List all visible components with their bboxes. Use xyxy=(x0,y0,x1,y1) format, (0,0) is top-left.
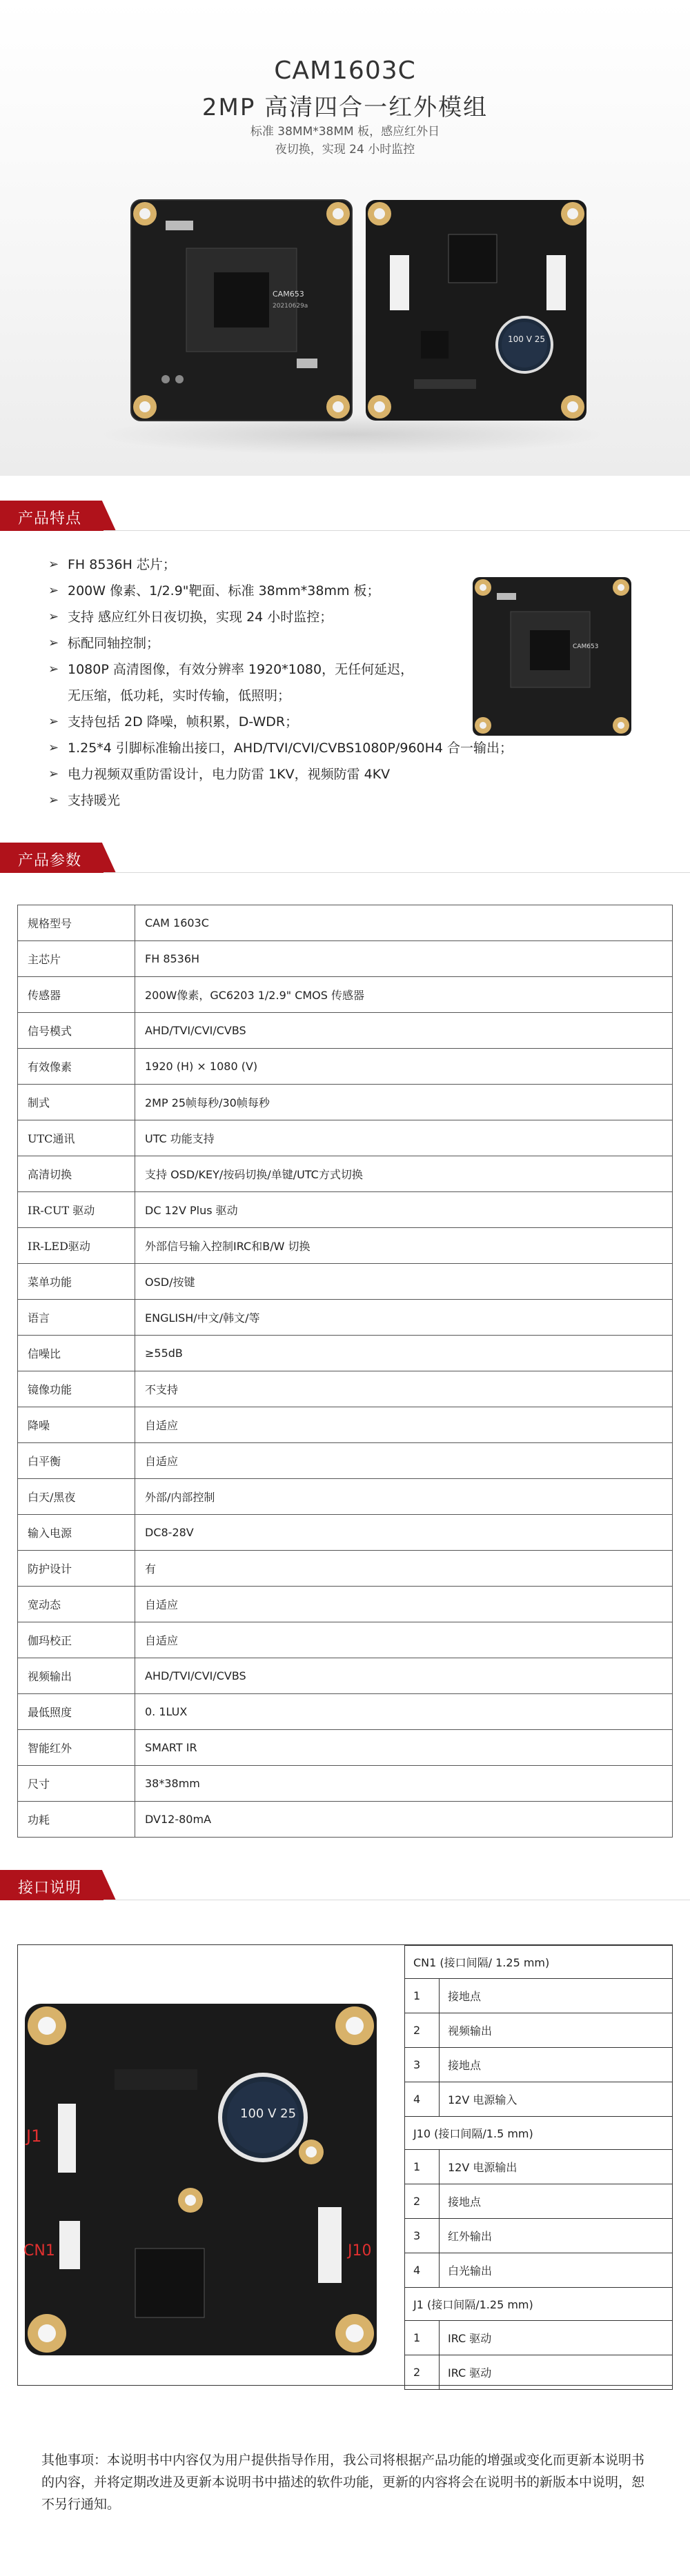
spec-row xyxy=(18,1551,673,1587)
spec-section-header xyxy=(0,843,690,873)
spec-value-cell: 1920 (H) × 1080 (V) xyxy=(135,1049,673,1085)
spec-value-cell: 外部/内部控制 xyxy=(135,1479,673,1515)
hero-subtitle: 2MP 高清四合一红外模组 xyxy=(201,94,489,121)
feature-item: ➢ FH 8536H 芯片； xyxy=(48,552,642,578)
pin-row xyxy=(405,2219,673,2253)
spec-key-cell: 功耗 xyxy=(18,1802,135,1838)
feature-item: ➢ 支持暖光 xyxy=(48,787,642,814)
feature-item: ➢ 1080P 高清图像，有效分辨率 1920*1080，无任何延迟， 无压缩，低功耗，实时传输，低照明； xyxy=(48,656,642,709)
spec-key-cell: 高清切换 xyxy=(18,1156,135,1192)
spec-key-cell: 白天/黑夜 xyxy=(18,1479,135,1515)
spec-row xyxy=(18,1766,673,1802)
pin-row xyxy=(405,1979,673,2013)
pin-function-cell: 12V 电源输出 xyxy=(440,2150,673,2184)
spec-key-cell: 白平衡 xyxy=(18,1443,135,1479)
hero-desc-line2: 夜切换，实现 24 小时监控 xyxy=(275,143,415,157)
spec-value-cell: ENGLISH/中文/韩文/等 xyxy=(135,1300,673,1336)
spec-row xyxy=(18,1622,673,1658)
pin-row xyxy=(405,2013,673,2048)
pin-function-cell: 白光输出 xyxy=(440,2253,673,2288)
spec-value-cell: 200W像素，GC6203 1/2.9" CMOS 传感器 xyxy=(135,977,673,1013)
spec-value-cell: DC8-28V xyxy=(135,1515,673,1551)
interface-board-image xyxy=(18,1945,394,2385)
pin-function-cell: 接地点 xyxy=(440,2048,673,2082)
hero-boards-image xyxy=(124,193,593,427)
spec-value-cell: AHD/TVI/CVI/CVBS xyxy=(135,1658,673,1694)
spec-value-cell: 有 xyxy=(135,1551,673,1587)
spec-row xyxy=(18,1336,673,1371)
pin-function-cell: 接地点 xyxy=(440,1979,673,2013)
hero-left-board-label: CAM653 xyxy=(273,290,304,299)
interface-section-title: 接口说明 xyxy=(18,1880,82,1897)
spec-key-cell: IR-LED驱动 xyxy=(18,1228,135,1264)
spec-value-cell: DC 12V Plus 驱动 xyxy=(135,1192,673,1228)
spec-value-cell: 0. 1LUX xyxy=(135,1694,673,1730)
spec-row xyxy=(18,1802,673,1838)
spec-key-cell: 宽动态 xyxy=(18,1587,135,1622)
spec-key-cell: 传感器 xyxy=(18,977,135,1013)
pin-number-cell: 3 xyxy=(405,2219,440,2253)
cn1-label: CN1 xyxy=(23,2242,55,2260)
spec-row xyxy=(18,1156,673,1192)
pin-number-cell: 4 xyxy=(405,2253,440,2288)
spec-key-cell: 信号模式 xyxy=(18,1013,135,1049)
pin-row xyxy=(405,2048,673,2082)
spec-value-cell: 自适应 xyxy=(135,1407,673,1443)
spec-value-cell: DV12-80mA xyxy=(135,1802,673,1838)
spec-key-cell: 最低照度 xyxy=(18,1694,135,1730)
spec-key-cell: 视频输出 xyxy=(18,1658,135,1694)
spec-table-wrapper xyxy=(17,905,673,1838)
hero-title: CAM1603C xyxy=(274,57,416,85)
disclaimer-note: 其他事项：本说明书中内容仅为用户提供指导作用，我公司将根据产品功能的增强或变化而更新本说明书的内容，并将定期改进及更新本说明书中描述的软件功能，更新的内容将会在说明书的新版本中说明，恕不另行通知。 xyxy=(41,2453,645,2512)
spec-key-cell: IR-CUT 驱动 xyxy=(18,1192,135,1228)
bullet-arrow-icon: ➢ xyxy=(48,662,59,676)
spec-row xyxy=(18,1730,673,1766)
feature-item: ➢ 标配同轴控制； xyxy=(48,630,642,656)
spec-value-cell: 外部信号输入控制IRC和B/W 切换 xyxy=(135,1228,673,1264)
bullet-arrow-icon: ➢ xyxy=(48,583,59,598)
spec-key-cell: 智能红外 xyxy=(18,1730,135,1766)
pin-function-cell: 红外输出 xyxy=(440,2219,673,2253)
pin-table-wrapper xyxy=(404,1945,673,2390)
pin-number-cell: 1 xyxy=(405,1979,440,2013)
spec-value-cell: 自适应 xyxy=(135,1587,673,1622)
spec-key-cell: 有效像素 xyxy=(18,1049,135,1085)
spec-row xyxy=(18,941,673,977)
bullet-arrow-icon: ➢ xyxy=(48,767,59,781)
spec-key-cell: 降噪 xyxy=(18,1407,135,1443)
hero-right-board xyxy=(366,200,586,421)
spec-row xyxy=(18,1228,673,1264)
spec-key-cell: 信噪比 xyxy=(18,1336,135,1371)
features-section-header xyxy=(0,501,690,531)
pin-group-title: J1 (接口间隔/1.25 mm) xyxy=(405,2288,673,2321)
interface-panel xyxy=(17,1944,673,2386)
spec-row xyxy=(18,1264,673,1300)
spec-key-cell: 伽玛校正 xyxy=(18,1622,135,1658)
spec-value-cell: ≥55dB xyxy=(135,1336,673,1371)
spec-row xyxy=(18,1587,673,1622)
spec-row xyxy=(18,1085,673,1120)
pin-row xyxy=(405,2150,673,2184)
spec-value-cell: OSD/按键 xyxy=(135,1264,673,1300)
features-section-title: 产品特点 xyxy=(18,510,82,527)
interface-capacitor-label: 100 V 25 xyxy=(240,2106,297,2121)
bullet-arrow-icon: ➢ xyxy=(48,793,59,807)
hero-left-board xyxy=(131,200,352,421)
pin-group-header-row xyxy=(405,2288,673,2321)
spec-key-cell: 主芯片 xyxy=(18,941,135,977)
pin-number-cell: 2 xyxy=(405,2013,440,2048)
pin-row xyxy=(405,2253,673,2288)
pin-number-cell: 3 xyxy=(405,2048,440,2082)
pin-function-cell: 接地点 xyxy=(440,2184,673,2219)
pin-number-cell: 1 xyxy=(405,2150,440,2184)
interface-section-header xyxy=(0,1870,690,1900)
spec-key-cell: 镜像功能 xyxy=(18,1371,135,1407)
bullet-arrow-icon: ➢ xyxy=(48,636,59,650)
pin-number-cell: 1 xyxy=(405,2321,440,2355)
spec-key-cell: 尺寸 xyxy=(18,1766,135,1802)
pin-group-title: J10 (接口间隔/1.5 mm) xyxy=(405,2117,673,2150)
pin-function-cell: IRC 驱动 xyxy=(440,2355,673,2390)
pin-group-title: CN1 (接口间隔/ 1.25 mm) xyxy=(405,1946,673,1979)
pin-number-cell: 2 xyxy=(405,2184,440,2219)
pin-function-cell: 12V 电源输入 xyxy=(440,2082,673,2117)
spec-row xyxy=(18,1300,673,1336)
spec-key-cell: 输入电源 xyxy=(18,1515,135,1551)
spec-value-cell: 38*38mm xyxy=(135,1766,673,1802)
spec-section-title: 产品参数 xyxy=(18,852,82,869)
hero-left-board-sublabel: 20210629a xyxy=(273,303,308,310)
spec-row xyxy=(18,1479,673,1515)
spec-value-cell: 自适应 xyxy=(135,1622,673,1658)
spec-row xyxy=(18,1658,673,1694)
spec-row xyxy=(18,1371,673,1407)
feature-item: ➢ 电力视频双重防雷设计，电力防雷 1KV，视频防雷 4KV xyxy=(48,761,642,787)
spec-row xyxy=(18,1515,673,1551)
pin-group-header-row xyxy=(405,2117,673,2150)
j1-label: J1 xyxy=(26,2126,42,2146)
feature-board-image xyxy=(469,574,635,739)
hero-description xyxy=(0,123,690,159)
feature-item: ➢ 200W 像素、1/2.9"靶面、标准 38mm*38mm 板； xyxy=(48,578,642,604)
pin-row xyxy=(405,2355,673,2390)
spec-row xyxy=(18,1049,673,1085)
spec-key-cell: 防护设计 xyxy=(18,1551,135,1587)
spec-value-cell: CAM 1603C xyxy=(135,905,673,941)
spec-value-cell: 自适应 xyxy=(135,1443,673,1479)
spec-value-cell: UTC 功能支持 xyxy=(135,1120,673,1156)
feature-board-label: CAM653 xyxy=(573,643,599,650)
bullet-arrow-icon: ➢ xyxy=(48,741,59,755)
spec-value-cell: 不支持 xyxy=(135,1371,673,1407)
spec-row xyxy=(18,1443,673,1479)
spec-row xyxy=(18,905,673,941)
pin-function-cell: 视频输出 xyxy=(440,2013,673,2048)
feature-item: ➢ 1.25*4 引脚标准输出接口，AHD/TVI/CVI/CVBS1080P/960H4 合一输出； xyxy=(48,735,642,761)
spec-row xyxy=(18,1694,673,1730)
pin-group-header-row xyxy=(405,1946,673,1979)
pin-number-cell: 2 xyxy=(405,2355,440,2390)
hero-desc-line1: 标准 38MM*38MM 板，感应红外日 xyxy=(250,125,440,139)
j10-label: J10 xyxy=(348,2242,372,2260)
pin-table xyxy=(404,1945,673,2390)
pin-function-cell: IRC 驱动 xyxy=(440,2321,673,2355)
features-header-divider xyxy=(103,530,690,531)
spec-value-cell: AHD/TVI/CVI/CVBS xyxy=(135,1013,673,1049)
spec-value-cell: 2MP 25帧每秒/30帧每秒 xyxy=(135,1085,673,1120)
spec-row xyxy=(18,1013,673,1049)
spec-key-cell: 规格型号 xyxy=(18,905,135,941)
spec-key-cell: 制式 xyxy=(18,1085,135,1120)
spec-row xyxy=(18,1192,673,1228)
bullet-arrow-icon: ➢ xyxy=(48,610,59,624)
spec-key-cell: 菜单功能 xyxy=(18,1264,135,1300)
spec-row xyxy=(18,1120,673,1156)
feature-item: ➢ 支持包括 2D 降噪，帧积累，D-WDR； xyxy=(48,709,642,735)
hero-banner xyxy=(0,0,690,476)
spec-header-divider xyxy=(103,872,690,873)
spec-row xyxy=(18,977,673,1013)
spec-value-cell: 支持 OSD/KEY/按码切换/单键/UTC方式切换 xyxy=(135,1156,673,1192)
pin-number-cell: 4 xyxy=(405,2082,440,2117)
feature-item: ➢ 支持 感应红外日夜切换，实现 24 小时监控； xyxy=(48,604,642,630)
spec-key-cell: UTC通讯 xyxy=(18,1120,135,1156)
spec-value-cell: FH 8536H xyxy=(135,941,673,977)
bullet-arrow-icon: ➢ xyxy=(48,714,59,729)
pin-row xyxy=(405,2082,673,2117)
pin-row xyxy=(405,2321,673,2355)
spec-key-cell: 语言 xyxy=(18,1300,135,1336)
pin-row xyxy=(405,2184,673,2219)
spec-row xyxy=(18,1407,673,1443)
hero-capacitor-label: 100 V 25 xyxy=(508,334,546,344)
spec-value-cell: SMART IR xyxy=(135,1730,673,1766)
bullet-arrow-icon: ➢ xyxy=(48,557,59,572)
spec-table xyxy=(17,905,673,1838)
